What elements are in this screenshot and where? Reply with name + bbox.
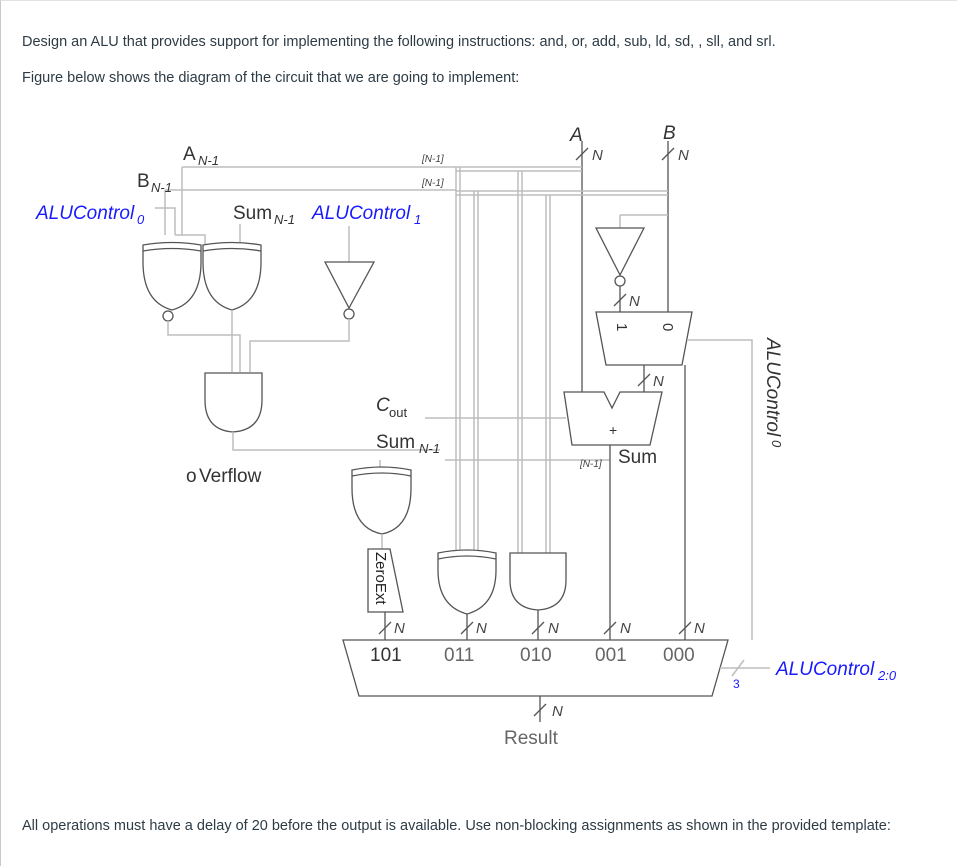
svg-text:000: 000 (663, 645, 695, 666)
alucontrol0-right-label (762, 337, 784, 448)
svg-text:B: B (137, 171, 150, 192)
result-mux (343, 640, 728, 722)
svg-text:[N-1]: [N-1] (422, 178, 444, 189)
svg-text:001: 001 (595, 645, 627, 666)
adder (564, 392, 662, 640)
alucontrol1-label (311, 203, 421, 262)
cout-label (376, 395, 566, 420)
svg-text:N: N (394, 620, 405, 637)
b-msb-label (137, 171, 172, 195)
b-direct (679, 365, 705, 640)
input-a (569, 125, 603, 398)
svg-text:o: o (186, 466, 197, 487)
footer-text: All operations must have a delay of 20 before the output is available. Use non-blocking assignments as shown in the provided template: (22, 818, 891, 834)
or-gate (438, 550, 496, 640)
xor-gate-slt (352, 467, 411, 549)
alucontrol0-left-label (35, 203, 215, 245)
svg-text:0: 0 (769, 440, 784, 448)
svg-text:N: N (678, 147, 689, 164)
svg-text:N-1: N-1 (419, 441, 440, 456)
svg-text:N: N (629, 293, 640, 310)
input-b (662, 123, 689, 312)
svg-text:0: 0 (137, 212, 145, 227)
svg-text:+: + (609, 422, 618, 438)
svg-text:3: 3 (733, 677, 740, 691)
zeroext-block (368, 549, 405, 640)
svg-text:ALUControl: ALUControl (312, 203, 411, 224)
svg-text:2:0: 2:0 (878, 668, 897, 683)
svg-text:N: N (620, 620, 631, 637)
svg-text:010: 010 (520, 645, 552, 666)
svg-text:101: 101 (370, 645, 402, 666)
svg-text:C: C (376, 395, 390, 416)
svg-text:Sum: Sum (376, 432, 416, 453)
svg-text:011: 011 (444, 645, 475, 666)
svg-text:1: 1 (613, 323, 630, 332)
svg-text:ALUControl: ALUControl (36, 203, 135, 224)
svg-text:out: out (389, 405, 408, 420)
svg-text:N-1: N-1 (151, 180, 172, 195)
svg-text:B: B (663, 123, 676, 144)
overflow-label (186, 466, 262, 487)
svg-text:N: N (476, 620, 487, 637)
svg-text:A: A (183, 144, 196, 165)
svg-text:N-1: N-1 (198, 153, 219, 168)
inverter-gate (250, 262, 374, 372)
svg-text:0: 0 (659, 323, 676, 332)
svg-text:Verflow: Verflow (199, 466, 262, 487)
figure-caption: Figure below shows the diagram of the circuit that we are going to implement: (22, 70, 520, 86)
svg-text:Sum: Sum (618, 447, 658, 468)
svg-text:ALUControl: ALUControl (762, 338, 783, 437)
svg-text:ZeroExt: ZeroExt (372, 552, 389, 605)
svg-text:Sum: Sum (233, 203, 273, 224)
sum-msb-label (233, 203, 295, 245)
svg-text:N: N (592, 147, 603, 164)
result-label: Result (504, 728, 558, 749)
svg-text:N: N (653, 373, 664, 390)
svg-text:N: N (548, 620, 559, 637)
svg-text:N: N (552, 703, 563, 720)
b-mux (596, 312, 752, 640)
alucontrol-select (720, 659, 897, 691)
and-gate (510, 553, 566, 640)
svg-text:N: N (694, 620, 705, 637)
instructions-text: Design an ALU that provides support for implementing the following instructions: and, or, add, sub, ld, sd, , sll, and srl. (22, 34, 776, 50)
a-msb-label (183, 144, 219, 168)
svg-text:1: 1 (414, 212, 422, 227)
svg-text:ALUControl: ALUControl (776, 659, 875, 680)
svg-text:[N-1]: [N-1] (580, 459, 602, 470)
svg-text:A: A (570, 125, 583, 146)
svg-text:N-1: N-1 (274, 212, 295, 227)
svg-text:[N-1]: [N-1] (422, 154, 444, 165)
b-inverter (596, 215, 668, 312)
